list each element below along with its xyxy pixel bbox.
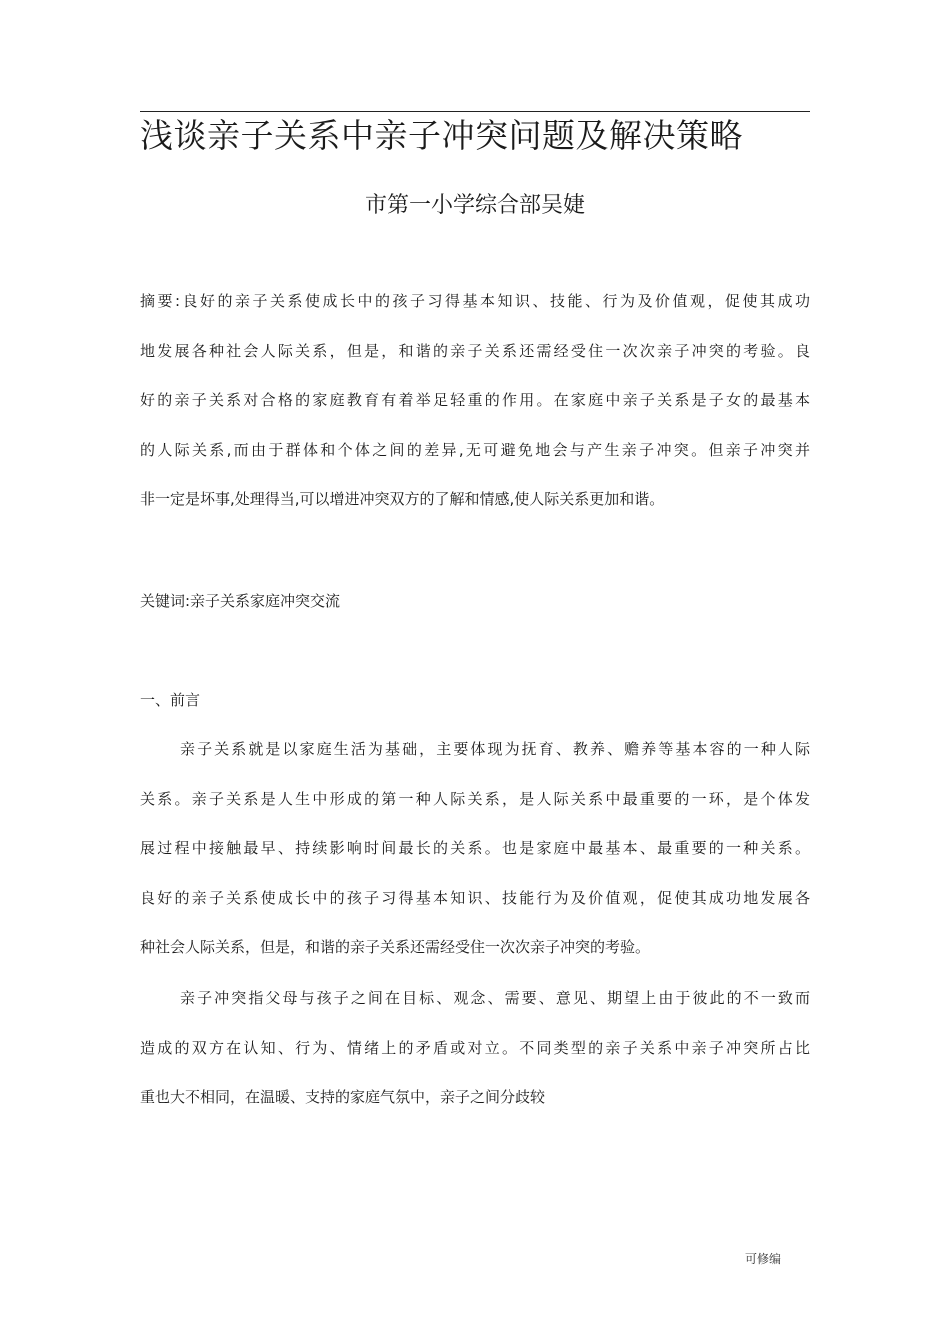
abstract-line: 好的亲子关系对合格的家庭教育有着举足轻重的作用。在家庭中亲子关系是子女的最基本 (140, 391, 810, 409)
paragraph-line: 展过程中接触最早、持续影响时间最长的关系。也是家庭中最基本、最重要的一种关系。 (140, 839, 810, 857)
page-footer: 可修编 (745, 1252, 782, 1266)
paragraph-line: 造成的双方在认知、行为、情绪上的矛盾或对立。不同类型的亲子关系中亲子冲突所占比 (140, 1038, 810, 1057)
keywords-line: 关键词:亲子关系家庭冲突交流 (140, 592, 341, 610)
abstract-line: 地发展各种社会人际关系，但是，和谐的亲子关系还需经受住一次次亲子冲突的考验。良 (140, 341, 810, 360)
section-heading: 一、前言 (140, 691, 201, 709)
paragraph-line: 亲子冲突指父母与孩子之间在目标、观念、需要、意见、期望上由于彼此的不一致而 (180, 989, 810, 1007)
document-title: 浅谈亲子关系中亲子冲突问题及解决策略 (140, 116, 743, 155)
intro-paragraph-2 (140, 974, 810, 1123)
paragraph-line: 亲子关系就是以家庭生活为基础，主要体现为抚育、教养、赡养等基本容的一种人际 (180, 740, 810, 758)
author-line: 市第一小学综合部吴婕 (364, 193, 585, 218)
abstract-line: 非一定是坏事,处理得当,可以增进冲突双方的了解和情感,使人际关系更加和谐。 (140, 490, 665, 508)
header-rule (140, 111, 810, 112)
paragraph-line: 种社会人际关系，但是，和谐的亲子关系还需经受住一次次亲子冲突的考验。 (140, 938, 651, 956)
paragraph-line: 良好的亲子关系使成长中的孩子习得基本知识、技能行为及价值观，促使其成功地发展各 (140, 888, 810, 907)
paragraph-line: 重也大不相同，在温暖、支持的家庭气氛中，亲子之间分歧较 (140, 1088, 546, 1106)
paragraph-line: 关系。亲子关系是人生中形成的第一种人际关系，是人际关系中最重要的一环，是个体发 (140, 789, 810, 808)
abstract-paragraph (140, 277, 810, 525)
intro-paragraph-1 (140, 725, 810, 973)
abstract-line: 摘要:良好的亲子关系使成长中的孩子习得基本知识、技能、行为及价值观，促使其成功 (140, 292, 810, 310)
abstract-line: 的人际关系,而由于群体和个体之间的差异,无可避免地会与产生亲子冲突。但亲子冲突并 (140, 440, 810, 459)
